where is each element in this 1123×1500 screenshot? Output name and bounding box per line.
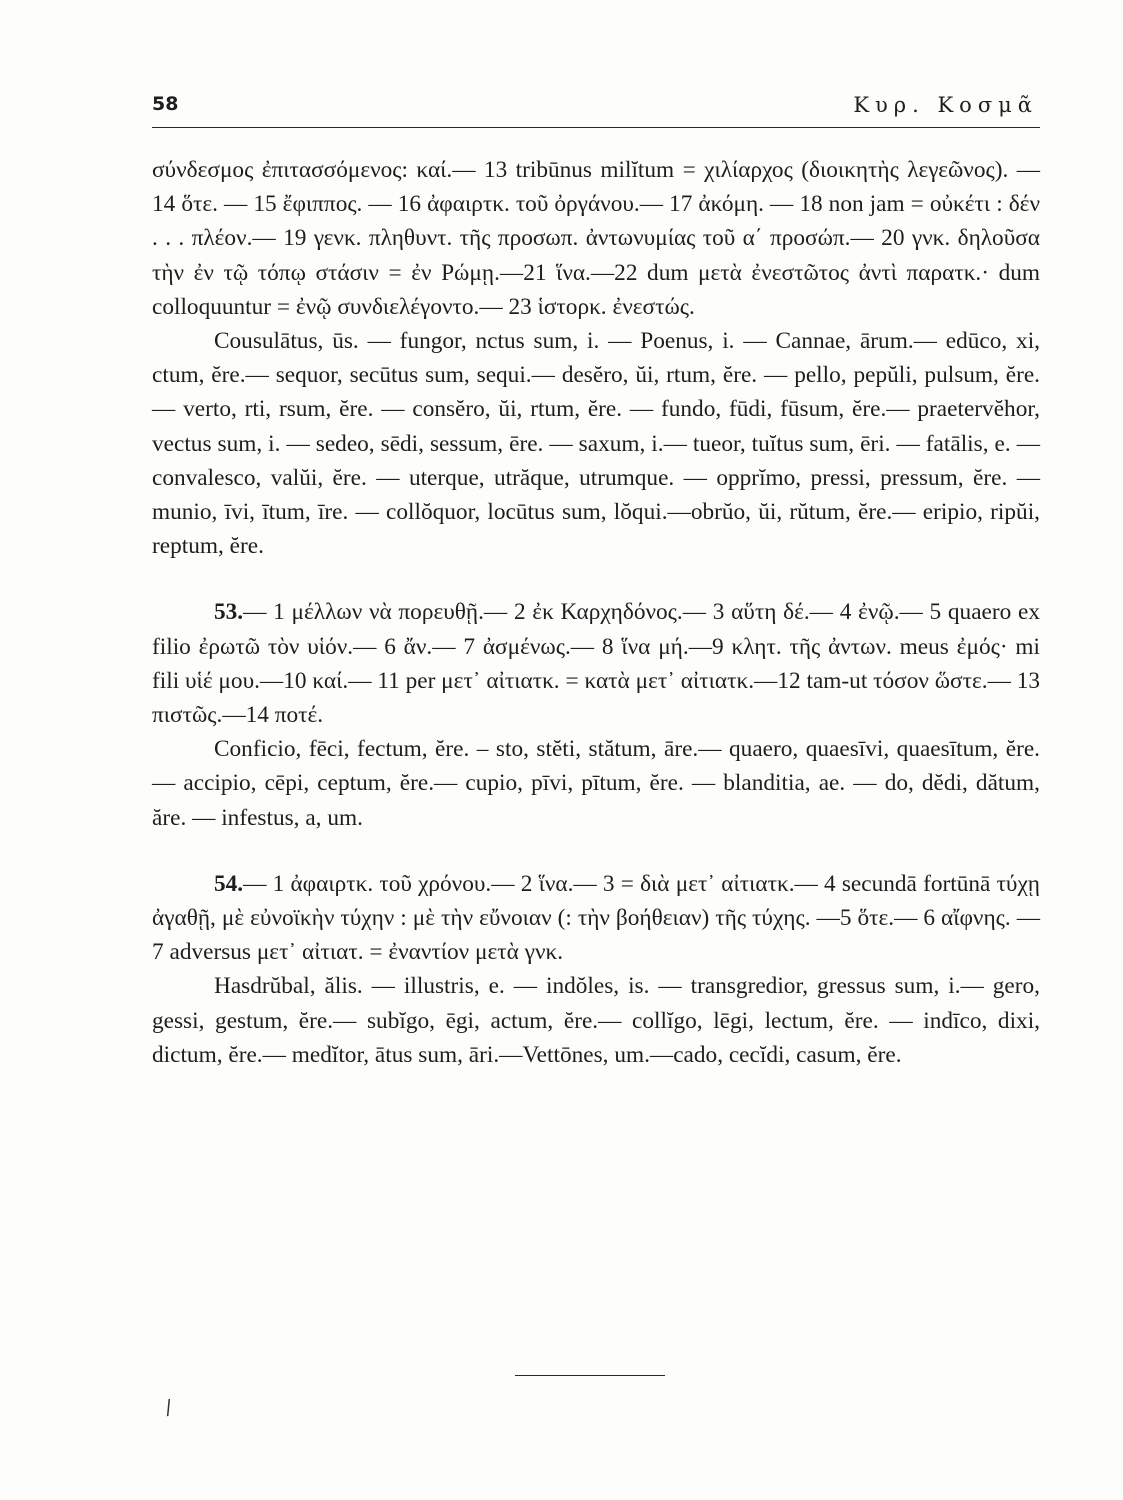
section-54-vocabulary: Hasdrŭbal, ălis. — illustris, e. — indŏles, is. — transgredior, gressus sum, i.— gero, gessi, gestum, ĕre.— subĭgo, ēgi, actum, ĕre.— collĭgo, lēgi, lectum, ĕre. — indīco, dixi, dictum, ĕre.— medĭtor, ātus sum, āri.—Vettōnes, um.—cado, cecĭdi, casum, ĕre. bbox=[152, 973, 1040, 1068]
stray-mark: / bbox=[162, 1394, 175, 1420]
running-head: Κυρ. Κοσμᾶ bbox=[853, 93, 1038, 117]
page-number: 58 bbox=[152, 93, 179, 115]
section-54-number: 54. bbox=[214, 870, 244, 897]
section-52-notes: σύνδεσμος ἐπιτασσόμενος: καί.— 13 tribūnus milĭtum = χιλίαρχος (διοικητὴς λεγεῶνος). — 14 ὅτε. — 15 ἔφιππος. — 16 ἀφαιρτκ. τοῦ ὀργάνου.— 17 ἀκόμη. — 18 non jam = οὐκέτι : δέν . . . πλέον.— 19 γενκ. πληθυντ. τῆς προσωπ. ἀντωνυμίας τοῦ α΄ προσώπ.— 20 γνκ. δηλοῦσα τὴν ἐν τῷ τόπῳ στάσιν = ἐν Ρώμῃ.—21 ἵνα.—22 dum μετὰ ἐνεστῶτος ἀντὶ παρατκ.· dum colloquuntur = ἐνῷ συνδιελέγοντο.— 23 ἱστορκ. ἐνεστώς. bbox=[152, 157, 1040, 320]
section-53-vocabulary: Conficio, fēci, fectum, ĕre. – sto, stĕti, stătum, āre.— quaero, quaesīvi, quaesītum, ĕre.— accipio, cēpi, ceptum, ĕre.— cupio, pīvi, pītum, ĕre. — blanditia, ae. — do, dĕdi, dătum, ăre. — infestus, a, um. bbox=[152, 736, 1040, 831]
section-54-notes-text: — 1 ἀφαιρτκ. τοῦ χρόνου.— 2 ἵνα.— 3 = διὰ μετ᾽ αἰτιατκ.— 4 secundā fortūnā τύχῃ ἀγαθῇ, μὲ εὐνοϊκὴν τύχην : μὲ τὴν εὔνοιαν (: τὴν βοήθειαν) τῆς τύχης. —5 ὅτε.— 6 αἴφνης. — 7 adversus μετ᾽ αἰτιατ. = ἐναντίον μετὰ γνκ. bbox=[152, 870, 1040, 966]
section-53-number: 53. bbox=[214, 599, 244, 626]
page-header bbox=[152, 93, 1040, 128]
section-53-notes-text: — 1 μέλλων νὰ πορευθῇ.— 2 ἐκ Καρχηδόνος.— 3 αὕτη δέ.— 4 ἐνῷ.— 5 quaero ex filio ἐρωτῶ τὸν υἱόν.— 6 ἄν.— 7 ἀσμένως.— 8 ἵνα μή.—9 κλητ. τῆς ἀντων. meus ἐμός· mi fili υἱέ μου.—10 καί.— 11 per μετ᾽ αἰτιατκ. = κατὰ μετ᾽ αἰτιατκ.—12 tam-ut τόσον ὥστε.— 13 πιστῶς.—14 ποτέ. bbox=[152, 599, 1040, 729]
page-body bbox=[152, 153, 1040, 1072]
end-rule bbox=[515, 1375, 665, 1376]
section-52-vocabulary: Cousulātus, ūs. — fungor, nctus sum, i. — Poenus, i. — Cannae, ārum.— edūco, xi, ctum, ĕre.— sequor, secūtus sum, sequi.— desĕro, ŭi, rtum, ĕre. — pello, pepŭli, pulsum, ĕre. — verto, rti, rsum, ĕre. — consĕro, ŭi, rtum, ĕre. — fundo, fūdi, fūsum, ĕre.— praetervĕhor, vectus sum, i. — sedeo, sēdi, sessum, ēre. — saxum, i.— tueor, tuĭtus sum, ēri. — fatālis, e. — convalesco, valŭi, ĕre. — uterque, utrăque, utrumque. — opprĭmo, pressi, pressum, ĕre. — munio, īvi, ītum, īre. — collŏquor, locūtus sum, lŏqui.—obrŭo, ŭi, rŭtum, ĕre.— eripio, ripŭi, reptum, ĕre. bbox=[152, 328, 1040, 560]
section-53-notes bbox=[152, 595, 1040, 732]
section-54-notes bbox=[152, 867, 1040, 970]
